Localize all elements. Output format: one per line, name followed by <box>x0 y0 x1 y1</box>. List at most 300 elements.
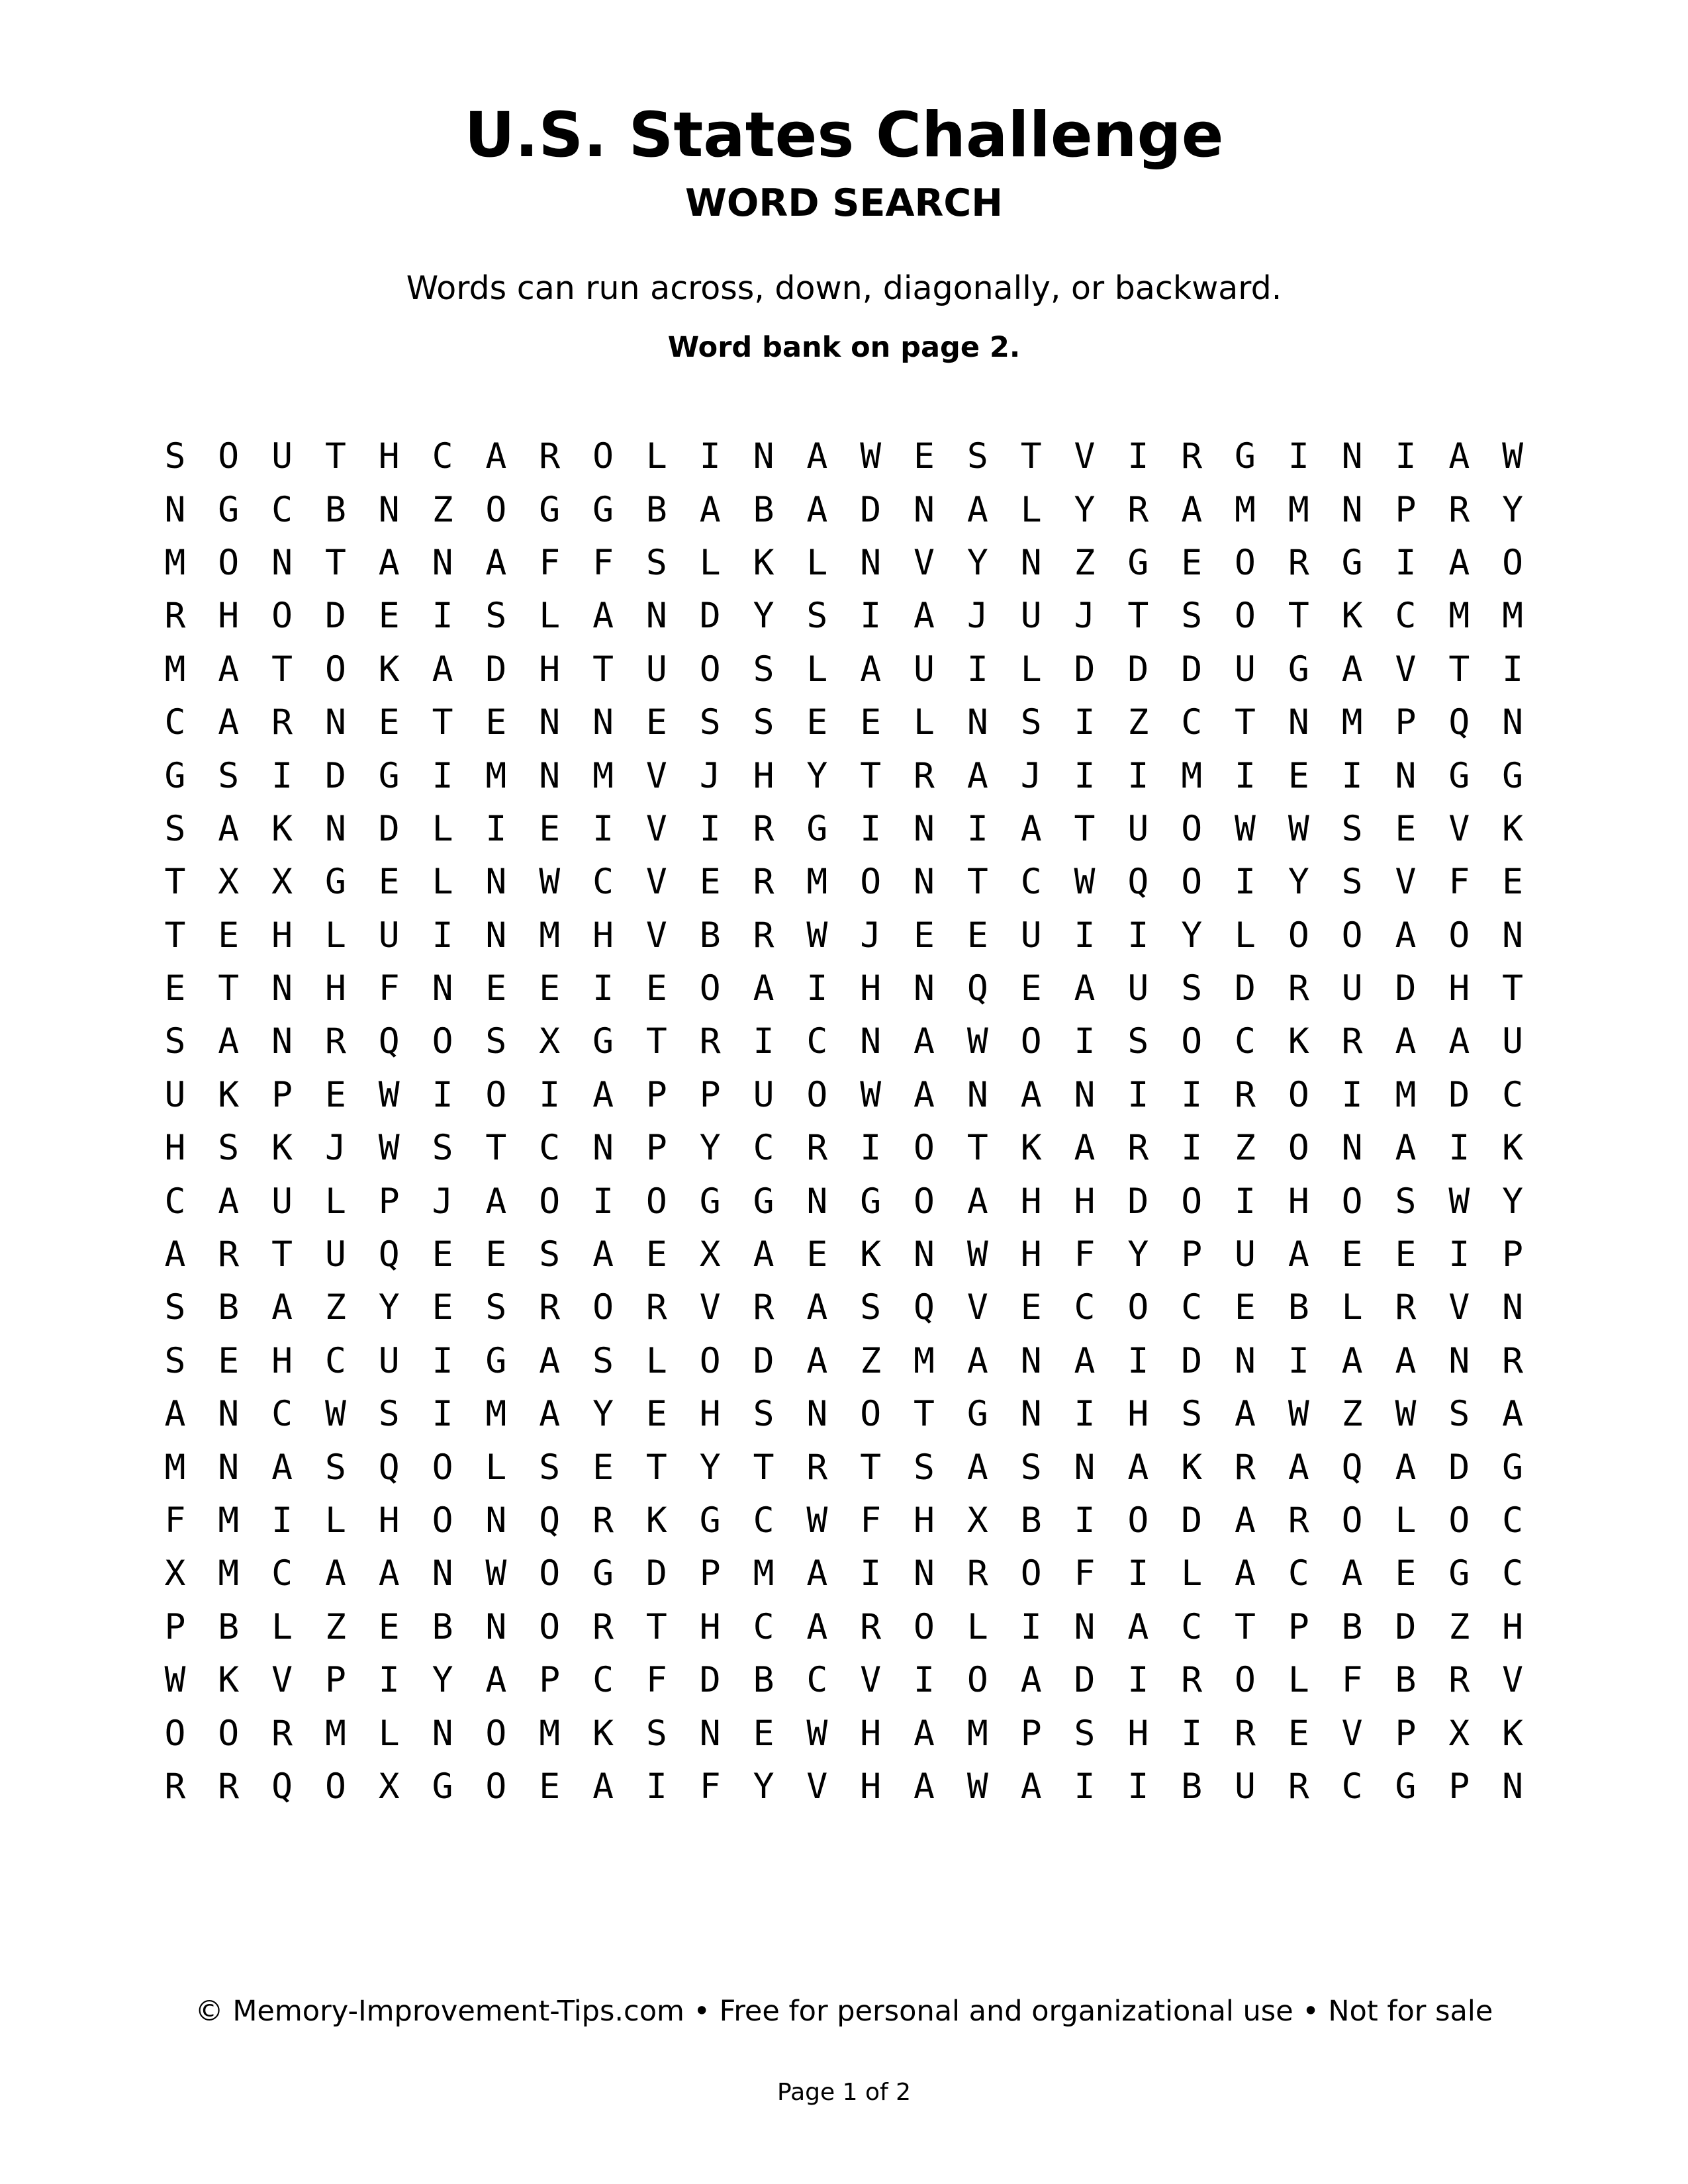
grid-letter: W <box>1288 1394 1309 1435</box>
grid-letter: C <box>1181 702 1203 743</box>
grid-letter: U <box>1235 1766 1256 1807</box>
grid-letter: W <box>485 1553 507 1594</box>
grid-letter: I <box>645 1766 667 1807</box>
grid-letter: O <box>485 1766 507 1807</box>
grid-letter: D <box>1074 1660 1096 1701</box>
grid-letter: D <box>1395 1606 1417 1647</box>
grid-letter: C <box>753 1500 774 1541</box>
grid-letter: I <box>1074 1500 1096 1541</box>
grid-letter: F <box>378 968 400 1009</box>
grid-letter: L <box>806 649 828 690</box>
grid-letter: M <box>1181 755 1203 796</box>
grid-letter: W <box>806 1713 828 1754</box>
grid-letter: L <box>914 702 935 743</box>
grid-letter: U <box>271 1181 293 1222</box>
word-bank-note: Word bank on page 2. <box>667 331 1021 364</box>
grid-letter: G <box>539 489 561 530</box>
grid-letter: I <box>1341 1074 1363 1115</box>
grid-letter: N <box>1448 1340 1470 1381</box>
grid-letter: G <box>1341 542 1363 583</box>
grid-letter: T <box>218 968 240 1009</box>
grid-row <box>148 1122 1540 1175</box>
grid-letter: Z <box>1235 1128 1256 1169</box>
grid-letter: R <box>860 1606 882 1647</box>
grid-letter: I <box>1448 1128 1470 1169</box>
grid-row <box>148 643 1540 696</box>
grid-letter: B <box>753 489 774 530</box>
grid-letter: O <box>1341 1500 1363 1541</box>
grid-letter: S <box>164 1021 186 1062</box>
grid-letter: W <box>966 1766 988 1807</box>
grid-letter: X <box>271 862 293 903</box>
grid-letter: U <box>1502 1021 1524 1062</box>
grid-letter: S <box>164 1287 186 1328</box>
grid-letter: N <box>699 1713 721 1754</box>
grid-letter: V <box>806 1766 828 1807</box>
grid-letter: I <box>1127 1074 1149 1115</box>
grid-letter: O <box>1502 542 1524 583</box>
grid-letter: P <box>1181 1234 1203 1275</box>
grid-letter: Q <box>914 1287 935 1328</box>
grid-letter: A <box>485 1181 507 1222</box>
grid-letter: T <box>645 1021 667 1062</box>
grid-letter: Z <box>1341 1394 1363 1435</box>
grid-letter: H <box>860 968 882 1009</box>
grid-row <box>148 1441 1540 1494</box>
grid-letter: D <box>324 755 346 796</box>
grid-letter: N <box>914 1234 935 1275</box>
grid-letter: S <box>592 1340 614 1381</box>
grid-letter: D <box>378 808 400 849</box>
grid-letter: C <box>324 1340 346 1381</box>
grid-letter: N <box>164 489 186 530</box>
grid-letter: E <box>432 1287 453 1328</box>
grid-letter: A <box>1074 968 1096 1009</box>
grid-letter: E <box>1181 542 1203 583</box>
grid-letter: T <box>324 436 346 477</box>
grid-letter: F <box>1074 1234 1096 1275</box>
grid-letter: T <box>753 1447 774 1488</box>
copyright-footer: © Memory-Improvement-Tips.com • Free for personal and organizational use • Not for sale <box>195 1995 1493 2028</box>
grid-row <box>148 1015 1540 1068</box>
grid-row <box>148 1281 1540 1334</box>
grid-letter: P <box>645 1128 667 1169</box>
grid-letter: K <box>271 808 293 849</box>
grid-letter: T <box>1127 596 1149 637</box>
grid-letter: C <box>1502 1500 1524 1541</box>
grid-letter: N <box>1288 702 1309 743</box>
grid-row <box>148 590 1540 643</box>
grid-letter: O <box>432 1500 453 1541</box>
grid-letter: G <box>806 808 828 849</box>
grid-letter: H <box>164 1128 186 1169</box>
grid-row <box>148 483 1540 536</box>
grid-letter: U <box>645 649 667 690</box>
grid-letter: I <box>1235 755 1256 796</box>
grid-letter: I <box>1127 1660 1149 1701</box>
grid-letter: N <box>645 596 667 637</box>
grid-letter: F <box>592 542 614 583</box>
grid-letter: B <box>218 1287 240 1328</box>
grid-letter: V <box>860 1660 882 1701</box>
grid-letter: O <box>1127 1500 1149 1541</box>
word-search-grid <box>148 430 1540 1813</box>
grid-letter: W <box>324 1394 346 1435</box>
grid-letter: K <box>1341 596 1363 637</box>
grid-letter: O <box>1181 1021 1203 1062</box>
grid-letter: H <box>860 1713 882 1754</box>
grid-letter: O <box>324 649 346 690</box>
grid-letter: I <box>860 1128 882 1169</box>
grid-letter: A <box>539 1340 561 1381</box>
grid-row <box>148 1601 1540 1654</box>
grid-letter: S <box>860 1287 882 1328</box>
grid-letter: I <box>378 1660 400 1701</box>
grid-letter: I <box>1448 1234 1470 1275</box>
grid-letter: N <box>1341 489 1363 530</box>
grid-letter: H <box>914 1500 935 1541</box>
grid-letter: A <box>1448 436 1470 477</box>
grid-letter: I <box>1395 542 1417 583</box>
grid-letter: P <box>645 1074 667 1115</box>
grid-letter: M <box>1448 596 1470 637</box>
grid-letter: I <box>1074 755 1096 796</box>
grid-letter: A <box>1395 1447 1417 1488</box>
grid-letter: E <box>539 1766 561 1807</box>
grid-letter: H <box>271 1340 293 1381</box>
grid-letter: R <box>1181 436 1203 477</box>
grid-letter: I <box>592 808 614 849</box>
grid-row <box>148 537 1540 590</box>
grid-letter: A <box>1074 1128 1096 1169</box>
grid-letter: I <box>860 596 882 637</box>
grid-letter: E <box>432 1234 453 1275</box>
grid-letter: H <box>592 915 614 956</box>
grid-letter: F <box>860 1500 882 1541</box>
grid-letter: Z <box>860 1340 882 1381</box>
grid-letter: E <box>324 1074 346 1115</box>
grid-letter: X <box>218 862 240 903</box>
grid-letter: A <box>806 1606 828 1647</box>
grid-letter: I <box>1235 1181 1256 1222</box>
grid-row <box>148 1388 1540 1441</box>
grid-letter: P <box>1020 1713 1042 1754</box>
grid-letter: I <box>1395 436 1417 477</box>
grid-letter: O <box>1127 1287 1149 1328</box>
grid-letter: V <box>1502 1660 1524 1701</box>
grid-letter: O <box>592 1287 614 1328</box>
grid-letter: O <box>592 436 614 477</box>
grid-letter: M <box>753 1553 774 1594</box>
grid-letter: D <box>485 649 507 690</box>
grid-letter: E <box>1020 1287 1042 1328</box>
grid-letter: A <box>592 1234 614 1275</box>
grid-letter: A <box>1502 1394 1524 1435</box>
grid-letter: E <box>164 968 186 1009</box>
grid-letter: I <box>1074 702 1096 743</box>
grid-letter: F <box>1448 862 1470 903</box>
grid-row <box>148 962 1540 1015</box>
grid-letter: L <box>432 862 453 903</box>
grid-letter: H <box>1288 1181 1309 1222</box>
grid-letter: D <box>1074 649 1096 690</box>
grid-letter: R <box>271 1713 293 1754</box>
grid-letter: L <box>539 596 561 637</box>
grid-letter: C <box>1395 596 1417 637</box>
grid-letter: K <box>1288 1021 1309 1062</box>
grid-letter: I <box>806 968 828 1009</box>
grid-letter: N <box>271 968 293 1009</box>
grid-letter: H <box>1020 1181 1042 1222</box>
grid-letter: A <box>1074 1340 1096 1381</box>
grid-letter: B <box>1181 1766 1203 1807</box>
grid-letter: O <box>324 1766 346 1807</box>
grid-letter: R <box>645 1287 667 1328</box>
grid-letter: V <box>699 1287 721 1328</box>
grid-letter: K <box>645 1500 667 1541</box>
grid-letter: O <box>1235 1660 1256 1701</box>
grid-letter: O <box>432 1447 453 1488</box>
grid-letter: V <box>645 808 667 849</box>
grid-letter: I <box>1127 755 1149 796</box>
grid-letter: I <box>271 755 293 796</box>
grid-letter: I <box>592 968 614 1009</box>
grid-letter: C <box>271 489 293 530</box>
grid-letter: A <box>485 542 507 583</box>
grid-letter: P <box>1395 489 1417 530</box>
grid-letter: M <box>1395 1074 1417 1115</box>
grid-letter: O <box>1448 915 1470 956</box>
grid-letter: K <box>1502 808 1524 849</box>
grid-letter: T <box>1288 596 1309 637</box>
grid-letter: W <box>1288 808 1309 849</box>
grid-letter: I <box>539 1074 561 1115</box>
grid-letter: M <box>1288 489 1309 530</box>
grid-letter: A <box>1395 1340 1417 1381</box>
grid-letter: P <box>1502 1234 1524 1275</box>
grid-letter: Z <box>1448 1606 1470 1647</box>
grid-letter: G <box>485 1340 507 1381</box>
grid-letter: H <box>378 1500 400 1541</box>
grid-letter: U <box>1235 649 1256 690</box>
grid-letter: B <box>1341 1606 1363 1647</box>
grid-letter: A <box>378 542 400 583</box>
grid-letter: O <box>699 1340 721 1381</box>
instructions-text: Words can run across, down, diagonally, or backward. <box>406 269 1282 307</box>
grid-letter: N <box>1020 542 1042 583</box>
grid-letter: Q <box>378 1021 400 1062</box>
grid-letter: A <box>1395 915 1417 956</box>
grid-row <box>148 1494 1540 1547</box>
grid-letter: G <box>1127 542 1149 583</box>
grid-letter: D <box>1448 1447 1470 1488</box>
grid-row <box>148 1760 1540 1813</box>
grid-row <box>148 1654 1540 1707</box>
grid-letter: F <box>1341 1660 1363 1701</box>
grid-letter: U <box>271 436 293 477</box>
grid-letter: Q <box>378 1234 400 1275</box>
grid-letter: B <box>1020 1500 1042 1541</box>
grid-letter: J <box>432 1181 453 1222</box>
grid-letter: G <box>1288 649 1309 690</box>
grid-letter: C <box>1235 1021 1256 1062</box>
grid-letter: V <box>914 542 935 583</box>
grid-letter: R <box>1235 1074 1256 1115</box>
grid-letter: R <box>164 596 186 637</box>
grid-letter: S <box>753 702 774 743</box>
grid-letter: O <box>1288 1128 1309 1169</box>
grid-letter: H <box>324 968 346 1009</box>
grid-letter: R <box>1288 542 1309 583</box>
grid-letter: G <box>1235 436 1256 477</box>
grid-letter: C <box>1502 1074 1524 1115</box>
grid-letter: J <box>860 915 882 956</box>
grid-letter: A <box>592 596 614 637</box>
grid-letter: D <box>1181 649 1203 690</box>
grid-letter: B <box>324 489 346 530</box>
grid-letter: A <box>1020 808 1042 849</box>
grid-letter: N <box>914 968 935 1009</box>
grid-letter: H <box>860 1766 882 1807</box>
grid-letter: A <box>1020 1766 1042 1807</box>
grid-letter: I <box>1181 1128 1203 1169</box>
grid-letter: O <box>1181 862 1203 903</box>
grid-letter: L <box>1235 915 1256 956</box>
grid-letter: S <box>539 1447 561 1488</box>
grid-letter: V <box>1074 436 1096 477</box>
grid-row <box>148 803 1540 856</box>
grid-letter: D <box>1395 968 1417 1009</box>
grid-letter: S <box>966 436 988 477</box>
grid-letter: G <box>1502 755 1524 796</box>
grid-letter: N <box>1395 755 1417 796</box>
grid-letter: I <box>1127 1766 1149 1807</box>
grid-letter: G <box>699 1181 721 1222</box>
grid-letter: N <box>966 1074 988 1115</box>
grid-letter: T <box>271 1234 293 1275</box>
grid-letter: O <box>218 436 240 477</box>
grid-letter: I <box>1074 1021 1096 1062</box>
grid-letter: I <box>1074 915 1096 956</box>
grid-row <box>148 1547 1540 1600</box>
grid-letter: R <box>1448 1660 1470 1701</box>
grid-letter: S <box>753 649 774 690</box>
grid-letter: S <box>645 542 667 583</box>
grid-letter: L <box>1020 489 1042 530</box>
grid-letter: N <box>1502 702 1524 743</box>
grid-letter: M <box>218 1553 240 1594</box>
grid-letter: R <box>324 1021 346 1062</box>
grid-letter: E <box>378 1606 400 1647</box>
grid-letter: R <box>753 808 774 849</box>
grid-letter: S <box>1181 1394 1203 1435</box>
grid-letter: E <box>1395 808 1417 849</box>
grid-letter: B <box>753 1660 774 1701</box>
grid-letter: W <box>1235 808 1256 849</box>
grid-letter: L <box>1395 1500 1417 1541</box>
grid-letter: W <box>806 915 828 956</box>
grid-letter: R <box>1288 1766 1309 1807</box>
grid-letter: U <box>378 1340 400 1381</box>
grid-letter: B <box>699 915 721 956</box>
grid-letter: I <box>753 1021 774 1062</box>
grid-letter: N <box>485 862 507 903</box>
grid-letter: P <box>699 1074 721 1115</box>
grid-letter: R <box>806 1128 828 1169</box>
grid-letter: K <box>1502 1713 1524 1754</box>
grid-letter: O <box>271 596 293 637</box>
grid-letter: O <box>1341 1181 1363 1222</box>
grid-letter: Y <box>592 1394 614 1435</box>
grid-letter: L <box>485 1447 507 1488</box>
grid-letter: K <box>592 1713 614 1754</box>
grid-letter: D <box>1127 1181 1149 1222</box>
grid-row <box>148 430 1540 483</box>
grid-letter: O <box>860 1394 882 1435</box>
grid-letter: S <box>1127 1021 1149 1062</box>
grid-letter: W <box>1448 1181 1470 1222</box>
grid-letter: B <box>218 1606 240 1647</box>
grid-letter: E <box>806 702 828 743</box>
grid-letter: P <box>1448 1766 1470 1807</box>
grid-letter: V <box>645 915 667 956</box>
grid-letter: A <box>1235 1553 1256 1594</box>
grid-letter: R <box>1395 1287 1417 1328</box>
grid-letter: M <box>914 1340 935 1381</box>
grid-letter: A <box>914 1021 935 1062</box>
grid-letter: O <box>539 1606 561 1647</box>
grid-letter: C <box>806 1021 828 1062</box>
grid-row <box>148 856 1540 909</box>
grid-letter: N <box>324 702 346 743</box>
grid-row <box>148 1069 1540 1122</box>
grid-letter: A <box>1288 1447 1309 1488</box>
grid-letter: G <box>164 755 186 796</box>
grid-letter: Z <box>324 1287 346 1328</box>
grid-row <box>148 1707 1540 1760</box>
grid-row <box>148 909 1540 962</box>
grid-letter: B <box>645 489 667 530</box>
grid-letter: A <box>914 1713 935 1754</box>
grid-letter: D <box>645 1553 667 1594</box>
grid-letter: P <box>324 1660 346 1701</box>
grid-letter: R <box>1181 1660 1203 1701</box>
grid-letter: A <box>806 436 828 477</box>
grid-letter: A <box>539 1394 561 1435</box>
grid-letter: U <box>1020 915 1042 956</box>
grid-letter: A <box>218 702 240 743</box>
grid-letter: Q <box>1341 1447 1363 1488</box>
grid-letter: I <box>1074 1766 1096 1807</box>
grid-letter: N <box>1020 1340 1042 1381</box>
grid-letter: A <box>1127 1606 1149 1647</box>
grid-letter: K <box>1020 1128 1042 1169</box>
grid-letter: V <box>271 1660 293 1701</box>
grid-letter: U <box>1127 968 1149 1009</box>
grid-letter: E <box>1395 1234 1417 1275</box>
grid-letter: A <box>860 649 882 690</box>
grid-letter: A <box>966 755 988 796</box>
grid-letter: S <box>1181 968 1203 1009</box>
grid-letter: B <box>1288 1287 1309 1328</box>
grid-letter: N <box>592 702 614 743</box>
grid-letter: V <box>1395 649 1417 690</box>
grid-letter: G <box>966 1394 988 1435</box>
grid-letter: M <box>539 915 561 956</box>
grid-letter: T <box>860 1447 882 1488</box>
grid-letter: C <box>432 436 453 477</box>
grid-letter: N <box>324 808 346 849</box>
